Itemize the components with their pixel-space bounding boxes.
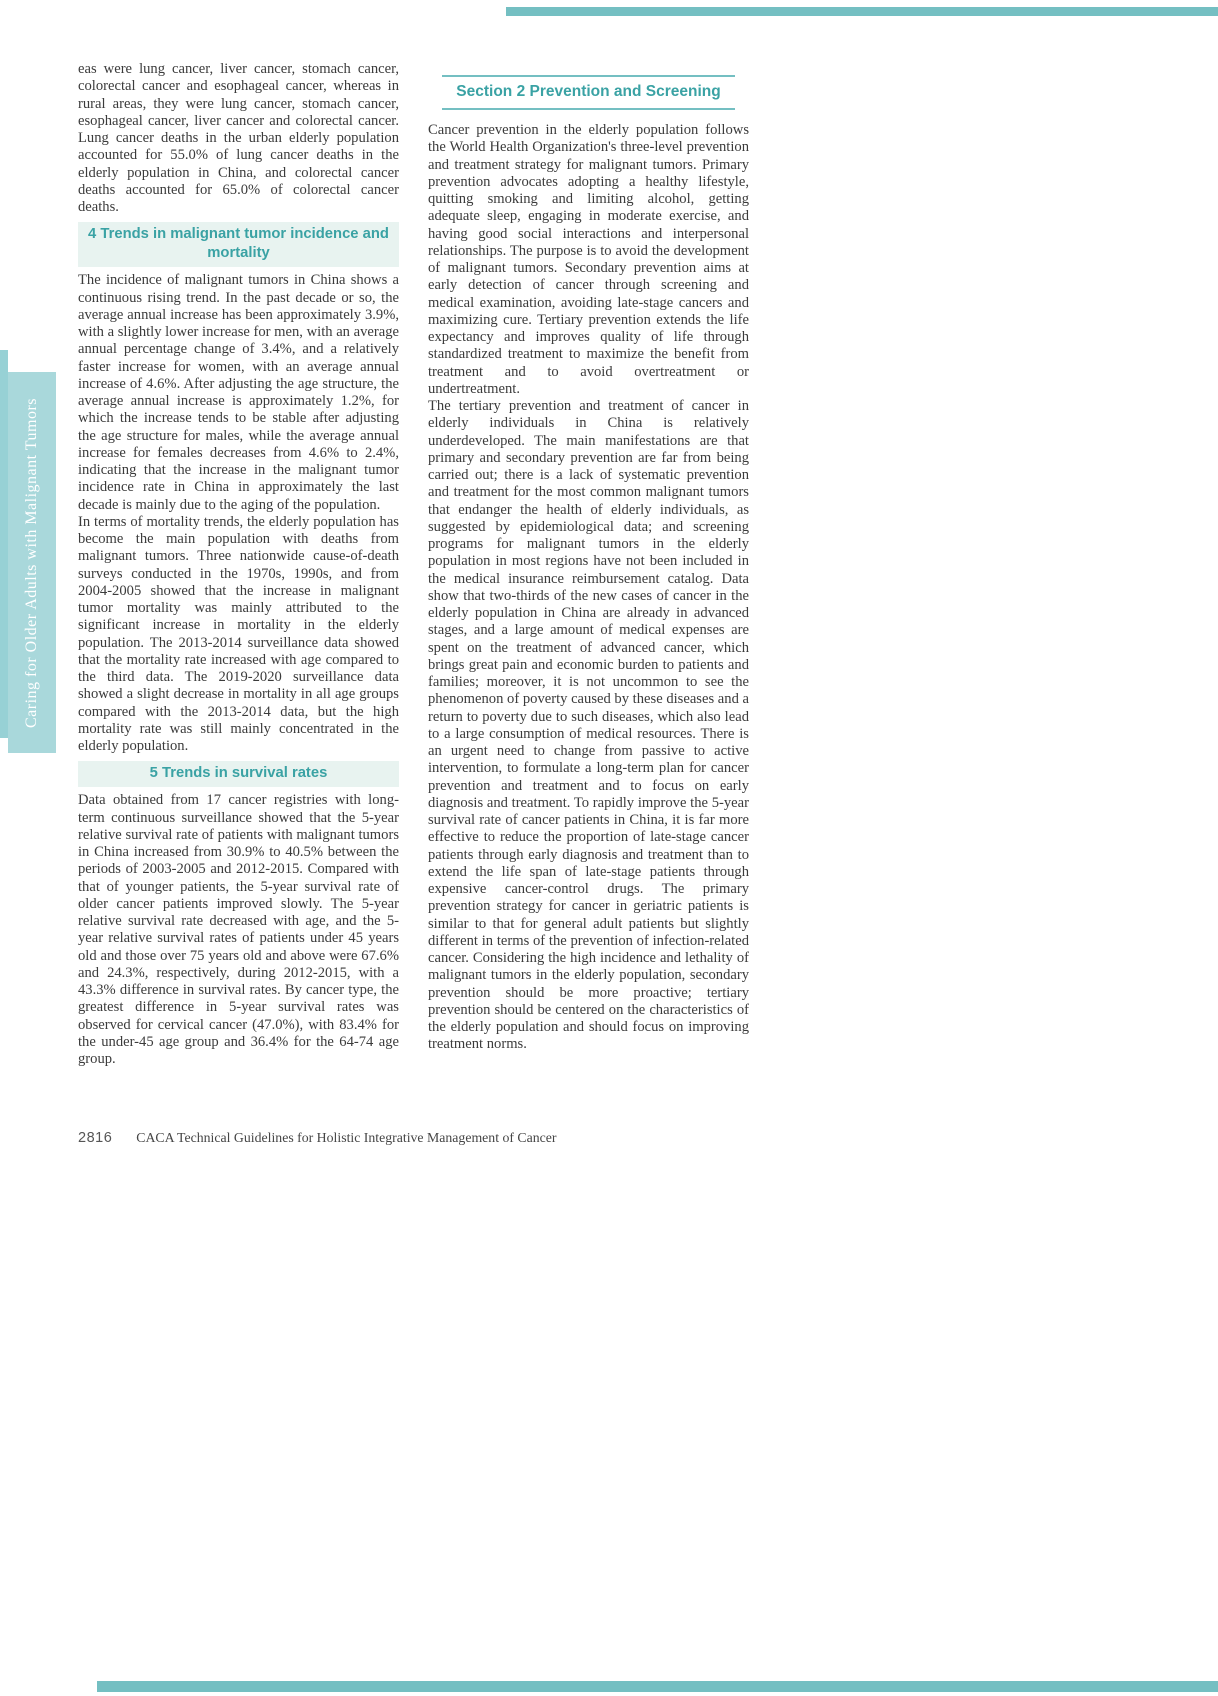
body-paragraph: In terms of mortality trends, the elderly population has become the main population with deaths from malignant tumors. Three nationwide cause-of-death surveys conducted in the 1970s, 1990s, and from 2004-2005 showed that the increase in malignant tumor mortality was mainly attributed to the significant increase in mortality in the elderly population. The 2013-2014 surveillance data showed that the mortality rate increased with age compared to the third data. The 2019-2020 surveillance data showed a slight decrease in mortality in all age groups compared with the 2013-2014 data, but the high mortality rate was still mainly concentrated in the elderly population. — [78, 513, 399, 754]
bottom-decoration-band — [97, 1681, 1218, 1692]
sidebar-chapter-tab — [8, 372, 56, 753]
left-column — [78, 61, 399, 1068]
section-5-heading: 5 Trends in survival rates — [78, 761, 399, 787]
sidebar-chapter-tab-label: Caring for Older Adults with Malignant Tumors — [23, 397, 40, 728]
sidebar-strip — [0, 350, 8, 738]
body-paragraph: The incidence of malignant tumors in China shows a continuous rising trend. In the past decade or so, the average annual increase has been approximately 3.9%, with a slightly lower increase for men, with an average annual percentage change of 3.4%, and a relatively faster increase for women, with an average annual increase of 4.6%. After adjusting the age structure, the average annual increase is approximately 1.2%, for which the increase tends to be stable after adjusting the age structure for males, while the average annual increase for females decreases from 4.6% to 2.4%, indicating that the increase in the malignant tumor incidence rate in China in approximately the last decade is mainly due to the aging of the population. — [78, 272, 399, 513]
top-decoration-band — [506, 7, 1218, 16]
page-footer — [78, 1130, 557, 1146]
body-paragraph: Data obtained from 17 cancer registries with long-term continuous surveillance showed that the 5-year relative survival rate of patients with malignant tumors in China increased from 30.9% to 40.5% between the periods of 2003-2005 and 2012-2015. Compared with that of younger patients, the 5-year survival rate of older cancer patients improved slowly. The 5-year relative survival rate decreased with age, and the 5-year relative survival rates of patients under 45 years old and those over 75 years old and above were 67.6% and 24.3%, respectively, during 2012-2015, with a 43.3% difference in survival rates. By cancer type, the greatest difference in 5-year survival rates was observed for cervical cancer (47.0%), with 83.4% for the under-45 age group and 36.4% for the 64-74 age group. — [78, 792, 399, 1067]
body-paragraph: The tertiary prevention and treatment of cancer in elderly individuals in China is relatively underdeveloped. The main manifestations are that primary and secondary prevention are far from being carried out; there is a lack of systematic prevention and treatment for the most common malignant tumors that endanger the health of elderly individuals, as suggested by epidemiological data; and screening programs for malignant tumors in the elderly population in most regions have not been included in the medical insurance reimbursement catalog. Data show that two-thirds of the new cases of cancer in the elderly population in China are already in advanced stages, and a large amount of medical expenses are spent on the treatment of advanced cancer, which brings great pain and economic burden to patients and families; moreover, it is not uncommon to see the phenomenon of poverty caused by these diseases and a return to poverty due to such diseases, which also lead to a large consumption of medical resources. There is an urgent need to change from passive to active intervention, to formulate a long-term plan for cancer prevention and treatment and to focus on early diagnosis and treatment. To rapidly improve the 5-year survival rate of cancer patients in China, it is far more effective to reduce the proportion of late-stage cancer patients through early diagnosis and treatment than to extend the life span of late-stage patients through expensive cancer-control drugs. The primary prevention strategy for cancer in geriatric patients is similar to that for general adult patients but slightly different in terms of the prevention of infection-related cancer. Considering the high incidence and lethality of malignant tumors in the elderly population, secondary prevention should be more proactive; tertiary prevention should be centered on the characteristics of the elderly population and should focus on improving treatment norms. — [428, 398, 749, 1053]
footer-book-title: CACA Technical Guidelines for Holistic Integrative Management of Cancer — [136, 1130, 557, 1145]
right-column — [428, 61, 749, 1054]
page-number: 2816 — [78, 1130, 113, 1146]
section-2-heading: Section 2 Prevention and Screening — [442, 75, 735, 110]
body-paragraph: Cancer prevention in the elderly population follows the World Health Organization's three-level prevention and treatment strategy for malignant tumors. Primary prevention advocates adopting a healthy lifestyle, quitting smoking and limiting alcohol, getting adequate sleep, engaging in moderate exercise, and having good social interactions and interpersonal relationships. The purpose is to avoid the development of malignant tumors. Secondary prevention aims at early detection of cancer through screening and medical examination, avoiding late-stage cancers and maximizing cure. Tertiary prevention extends the life expectancy and improves quality of life through standardized treatment to maximize the benefit from treatment and to avoid overtreatment or undertreatment. — [428, 122, 749, 397]
body-paragraph: eas were lung cancer, liver cancer, stomach cancer, colorectal cancer and esophageal cancer, whereas in rural areas, they were lung cancer, stomach cancer, esophageal cancer, liver cancer and colorectal cancer. Lung cancer deaths in the urban elderly population accounted for 55.0% of lung cancer deaths in the elderly population in China, and colorectal cancer deaths accounted for 65.0% of colorectal cancer deaths. — [78, 61, 399, 215]
section-4-heading: 4 Trends in malignant tumor incidence and mortality — [78, 222, 399, 267]
